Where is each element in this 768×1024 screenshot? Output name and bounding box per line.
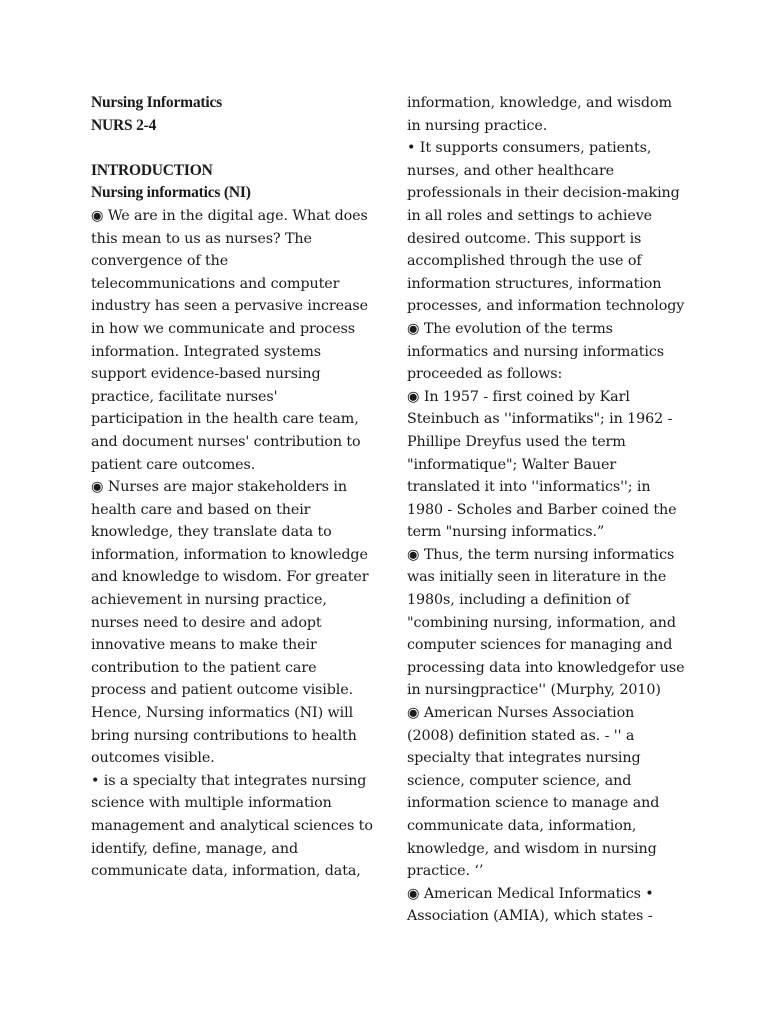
text-line: accomplished through the use of <box>407 253 642 270</box>
text-line: ◉ Nurses are major stakeholders in <box>91 479 347 496</box>
text-line: 1980s, including a definition of <box>407 592 630 609</box>
text-line: ◉ The evolution of the terms <box>407 320 613 337</box>
left-column <box>91 92 373 883</box>
right-column <box>407 92 687 928</box>
text-line: identify, define, manage, and <box>91 840 299 857</box>
text-line: ◉ In 1957 - first coined by Karl <box>407 388 630 405</box>
text-line: • It supports consumers, patients, <box>407 140 652 157</box>
text-line: communicate data, information, data, <box>91 863 361 880</box>
text-line: innovative means to make their <box>91 637 317 654</box>
text-line: nurses need to desire and adopt <box>91 614 322 631</box>
left-column-body <box>91 205 373 883</box>
text-line: this mean to us as nurses? The <box>91 230 312 247</box>
text-line: translated it into ''informatics''; in <box>407 479 651 496</box>
text-line: Phillipe Dreyfus used the term <box>407 433 626 450</box>
text-line: term "nursing informatics.” <box>407 524 605 541</box>
text-line: Steinbuch as ''informatiks"; in 1962 - <box>407 411 673 428</box>
right-column-body <box>407 92 687 928</box>
text-line: support evidence-based nursing <box>91 366 321 383</box>
text-line: science, computer science, and <box>407 772 632 789</box>
text-line: information, information to knowledge <box>91 546 368 563</box>
text-line: ◉ American Medical Informatics • <box>407 885 654 902</box>
text-line: ◉ American Nurses Association <box>407 705 635 722</box>
text-line: desired outcome. This support is <box>407 230 642 247</box>
text-line: communicate data, information, <box>407 818 637 834</box>
text-line: specialty that integrates nursing <box>407 750 641 767</box>
text-line: and knowledge to wisdom. For greater <box>91 569 369 586</box>
text-line: in nursingpractice'' (Murphy, 2010) <box>407 682 661 699</box>
text-line: management and analytical sciences to <box>91 818 373 834</box>
text-line: • is a specialty that integrates nursing <box>91 772 367 789</box>
text-line: patient care outcomes. <box>91 456 256 473</box>
text-line: Hence, Nursing informatics (NI) will <box>91 705 354 722</box>
text-line: proceeded as follows: <box>407 366 563 383</box>
subheading: Nursing informatics (NI) <box>91 184 251 202</box>
text-line: convergence of the <box>91 253 229 270</box>
text-line: practice. ‘’ <box>407 863 484 880</box>
text-line: science with multiple information <box>91 795 332 812</box>
text-line: informatics and nursing informatics <box>407 343 665 360</box>
text-line: in how we communicate and process <box>91 320 356 337</box>
text-line: health care and based on their <box>91 501 311 518</box>
text-line: achievement in nursing practice, <box>91 592 327 609</box>
text-line: (2008) definition stated as. - '' a <box>407 727 635 744</box>
text-line: knowledge, they translate data to <box>91 524 332 541</box>
text-line: information. Integrated systems <box>91 343 322 360</box>
text-line: information structures, information <box>407 275 662 292</box>
text-line: and document nurses' contribution to <box>91 433 361 450</box>
text-line: information science to manage and <box>407 795 660 812</box>
text-line: in all roles and settings to achieve <box>407 207 653 224</box>
text-line: knowledge, and wisdom in nursing <box>407 840 657 857</box>
text-line: outcomes visible. <box>91 750 215 767</box>
text-line: information, knowledge, and wisdom <box>407 95 672 111</box>
text-line: professionals in their decision-making <box>407 185 680 202</box>
text-line: processes, and information technology <box>407 298 685 315</box>
spacer <box>91 137 369 160</box>
text-line: "informatique"; Walter Bauer <box>407 456 617 473</box>
section-heading: INTRODUCTION <box>91 161 213 179</box>
document-title: Nursing Informatics <box>91 94 222 111</box>
text-line: computer sciences for managing and <box>407 637 673 654</box>
text-line: ◉ We are in the digital age. What does <box>91 207 368 224</box>
text-line: was initially seen in literature in the <box>407 569 667 586</box>
course-code: NURS 2-4 <box>91 116 157 134</box>
text-line: in nursing practice. <box>407 117 548 134</box>
text-line: practice, facilitate nurses' <box>91 388 278 405</box>
text-line: process and patient outcome visible. <box>91 682 354 699</box>
text-line: contribution to the patient care <box>91 659 317 676</box>
text-line: Association (AMIA), which states - <box>407 908 653 925</box>
text-line: participation in the health care team, <box>91 411 359 428</box>
text-line: "combining nursing, information, and <box>407 614 676 631</box>
text-line: bring nursing contributions to health <box>91 727 357 744</box>
text-line: industry has seen a pervasive increase <box>91 298 369 315</box>
text-line: processing data into knowledgefor use <box>407 659 685 676</box>
text-line: telecommunications and computer <box>91 275 340 292</box>
text-line: ◉ Thus, the term nursing informatics <box>407 546 675 563</box>
text-line: nurses, and other healthcare <box>407 162 615 179</box>
text-line: 1980 - Scholes and Barber coined the <box>407 501 677 518</box>
